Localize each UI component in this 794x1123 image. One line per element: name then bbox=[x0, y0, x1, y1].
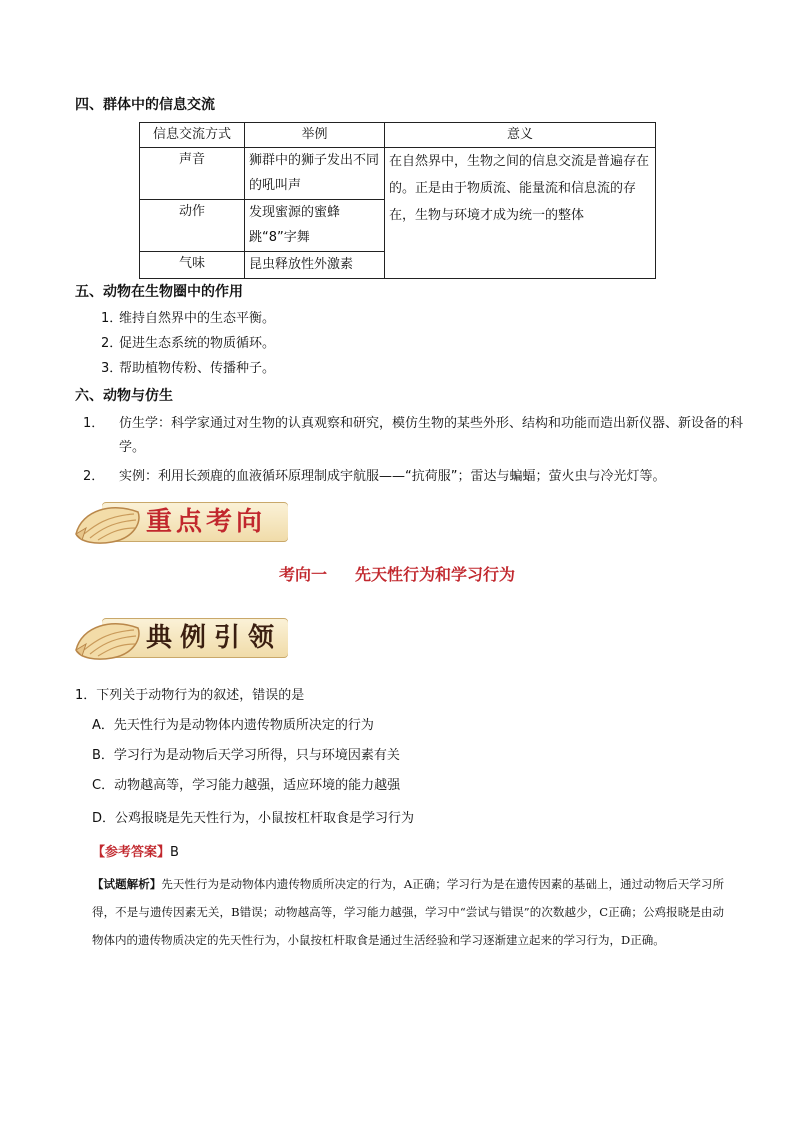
list-item-text: 帮助植物传粉、传播种子。 bbox=[119, 361, 276, 376]
focus-subtitle bbox=[0, 563, 794, 587]
table-header: 举例 bbox=[245, 123, 385, 148]
list-item-number: 2． bbox=[101, 336, 123, 351]
list-item-text: 促进生态系统的物质循环。 bbox=[119, 336, 276, 351]
list-item-number: 1． bbox=[83, 416, 105, 431]
list-item-text: 仿生学：科学家通过对生物的认真观察和研究，模仿生物的某些外形、结构和功能而造出新仪器、新设备的科学。 bbox=[119, 416, 744, 455]
list-item-number: 2． bbox=[83, 469, 105, 484]
option-c: C．动物越高等，学习能力越强，适应环境的能力越强 bbox=[92, 778, 401, 793]
analysis-text bbox=[92, 870, 724, 954]
banner-text: 重点考向 bbox=[146, 507, 267, 537]
analysis-tag: 【试题解析】 bbox=[92, 877, 162, 891]
table-header: 意义 bbox=[385, 123, 656, 148]
option-d: D．公鸡报晓是先天性行为，小鼠按杠杆取食是学习行为 bbox=[92, 811, 415, 826]
seashell-icon bbox=[72, 616, 144, 662]
focus-label: 考向一 bbox=[278, 565, 327, 584]
answer-tag: 【参考答案】 bbox=[92, 845, 171, 860]
table-row bbox=[140, 148, 656, 200]
answer-value: B bbox=[170, 845, 179, 860]
banner-key-focus bbox=[72, 496, 288, 548]
table-cell-way: 动作 bbox=[140, 200, 245, 252]
info-exchange-table bbox=[139, 122, 656, 279]
table-cell-way: 气味 bbox=[140, 252, 245, 279]
list-item bbox=[101, 332, 726, 356]
table-cell-example: 狮群中的狮子发出不同的吼叫声 bbox=[245, 148, 385, 200]
seashell-icon bbox=[72, 500, 144, 546]
table-header: 信息交流方式 bbox=[140, 123, 245, 148]
table-cell-example: 发现蜜源的蜜蜂跳“8”字舞 bbox=[245, 200, 385, 252]
table-header-row bbox=[140, 123, 656, 148]
list-item-text: 实例：利用长颈鹿的血液循环原理制成宇航服——“抗荷服”；雷达与蝙蝠；萤火虫与冷光灯等。 bbox=[119, 469, 666, 484]
banner-text: 典例引领 bbox=[146, 623, 283, 653]
question-stem: 1．下列关于动物行为的叙述，错误的是 bbox=[75, 688, 305, 703]
list-item bbox=[83, 412, 744, 460]
list-item bbox=[83, 465, 744, 489]
list-item bbox=[101, 307, 726, 331]
option-b: B．学习行为是动物后天学习所得，只与环境因素有关 bbox=[92, 748, 400, 763]
option-a: A．先天性行为是动物体内遗传物质所决定的行为 bbox=[92, 718, 374, 733]
banner-example bbox=[72, 612, 288, 664]
reference-answer bbox=[92, 842, 179, 864]
section-4-title: 四、群体中的信息交流 bbox=[75, 97, 215, 113]
list-item-number: 1． bbox=[101, 311, 123, 326]
section-5-title: 五、动物在生物圈中的作用 bbox=[75, 284, 243, 300]
table-cell-example: 昆虫释放性外激素 bbox=[245, 252, 385, 279]
analysis-body: 先天性行为是动物体内遗传物质所决定的行为，A正确；学习行为是在遗传因素的基础上，通过动物后天学习所得，不是与遗传因素无关，B错误；动物越高等，学习能力越强，学习中“尝试与错误”的次数越少，C正确；公鸡报晓是由动物体内的遗传物质决定的先天性行为，小鼠按杠杆取食是通过生活经验和学习逐渐建立起来的学习行为，D正确。 bbox=[92, 877, 725, 947]
section-6-title: 六、动物与仿生 bbox=[75, 388, 173, 404]
list-item bbox=[101, 357, 726, 381]
focus-title: 先天性行为和学习行为 bbox=[355, 565, 516, 584]
table-cell-meaning: 在自然界中，生物之间的信息交流是普遍存在的。正是由于物质流、能量流和信息流的存在，生物与环境才成为统一的整体 bbox=[385, 148, 656, 279]
table-cell-way: 声音 bbox=[140, 148, 245, 200]
list-item-text: 维持自然界中的生态平衡。 bbox=[119, 311, 276, 326]
list-item-number: 3． bbox=[101, 361, 123, 376]
